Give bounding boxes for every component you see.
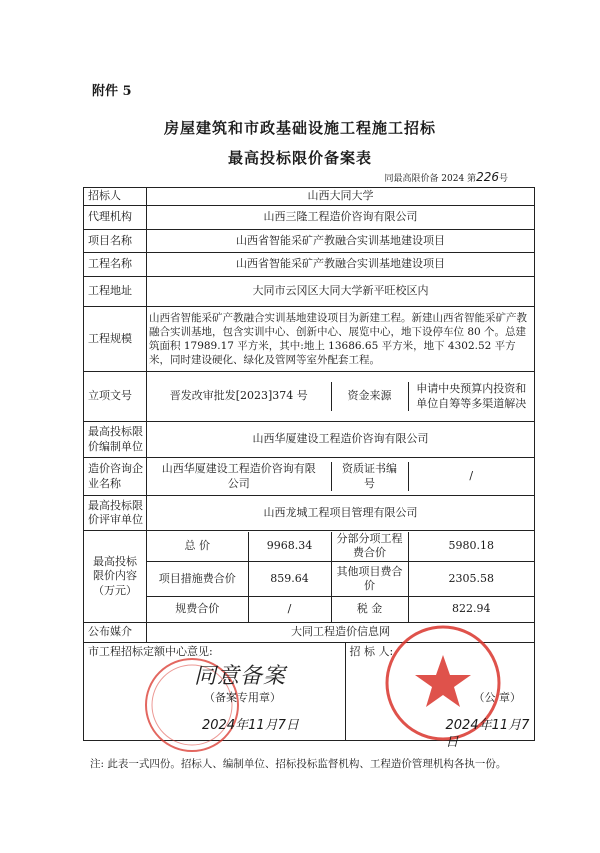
fee-value: / — [248, 597, 331, 622]
row-scale — [84, 307, 535, 372]
row-project-name — [84, 230, 535, 253]
approval-value: 晋发改审批发[2023]374 号 — [147, 382, 331, 411]
media-label: 公布媒介 — [84, 623, 147, 643]
tenderer-label: 招标人 — [84, 188, 147, 206]
row-engineering-name — [84, 253, 535, 277]
reviewer-value: 山西龙城工程项目管理有限公司 — [147, 496, 535, 531]
file-number — [384, 170, 508, 184]
file-number-handwritten: 226 — [476, 170, 499, 184]
row-agency — [84, 206, 535, 230]
tenderer-sign-label: 招 标 人: — [349, 645, 394, 658]
approval-label: 立项文号 — [84, 372, 147, 422]
row-signature — [84, 643, 535, 741]
fee-label: 规费合价 — [147, 597, 248, 622]
document-title: 房屋建筑和市政基础设施工程施工招标 — [163, 119, 436, 137]
approval-opinion-cell — [84, 643, 345, 740]
total-value: 9968.34 — [248, 532, 331, 562]
agency-label: 代理机构 — [84, 206, 147, 230]
measure-value: 859.64 — [248, 562, 331, 597]
file-number-prefix: 同最高限价备 2024 第 — [384, 174, 477, 184]
reviewer-label: 最高投标限价评审单位 — [84, 496, 147, 531]
official-seal-note: （公 章） — [473, 691, 521, 704]
row-tenderer — [84, 188, 535, 206]
fund-label: 资金来源 — [331, 382, 408, 411]
consult-value: 山西华厦建设工程造价咨询有限公司 — [147, 462, 331, 491]
scale-value: 山西省智能采矿产教融合实训基地建设项目为新建工程。新建山西省智能采矿产教融合实训基地，包含实训中心、创新中心、展览中心，地下设停车位 80 个。总建筑面积 17989.17 平方米，其中:地上 13686.65 平方米，地下 4302.52 平方米，同时建设硬化、绿化及管网等室外配套工程。 — [147, 307, 535, 372]
filing-seal-note: （备案专用章） — [204, 691, 281, 704]
sub-label: 分部分项工程费合价 — [331, 532, 408, 562]
project-name-value: 山西省智能采矿产教融合实训基地建设项目 — [147, 230, 535, 253]
other-value: 2305.58 — [408, 562, 534, 597]
row-consult — [84, 458, 535, 496]
row-reviewer — [84, 496, 535, 531]
consult-label: 造价咨询企业名称 — [84, 458, 147, 496]
handwritten-approval: 同意备案 — [194, 664, 287, 689]
cert-label: 资质证书编号 — [331, 462, 408, 491]
scale-label: 工程规模 — [84, 307, 147, 372]
tax-value: 822.94 — [408, 597, 534, 622]
footnote: 注: 此表一式四份。招标人、编制单位、招标投标监督机构、工程造价管理机构各执一份。 — [90, 758, 507, 770]
row-content — [84, 531, 535, 623]
tenderer-value: 山西大同大学 — [147, 188, 535, 206]
total-label: 总 价 — [147, 532, 248, 562]
media-value: 大同工程造价信息网 — [147, 623, 535, 643]
row-address — [84, 277, 535, 307]
cert-value: / — [408, 462, 534, 491]
record-table — [83, 187, 535, 750]
engineering-name-label: 工程名称 — [84, 253, 147, 277]
agency-value: 山西三隆工程造价咨询有限公司 — [147, 206, 535, 230]
other-label: 其他项目费合价 — [331, 562, 408, 597]
file-number-suffix: 号 — [498, 174, 508, 184]
project-name-label: 项目名称 — [84, 230, 147, 253]
tenderer-sign-cell — [345, 643, 534, 750]
approval-date: 2024年11月7日 — [202, 718, 299, 733]
compiler-label: 最高投标限价编制单位 — [84, 422, 147, 458]
tax-label: 税 金 — [331, 597, 408, 622]
measure-label: 项目措施费合价 — [147, 562, 248, 597]
engineering-name-value: 山西省智能采矿产教融合实训基地建设项目 — [147, 253, 535, 277]
fund-value: 申请中央预算内投资和单位自筹等多渠道解决 — [408, 382, 534, 411]
approval-opinion-label: 市工程招标定额中心意见: — [88, 645, 213, 658]
address-value: 大同市云冈区大同大学新平旺校区内 — [147, 277, 535, 307]
content-label: 最高投标限价内容（万元） — [84, 531, 147, 623]
compiler-value: 山西华厦建设工程造价咨询有限公司 — [147, 422, 535, 458]
row-approval — [84, 372, 535, 422]
tenderer-sign-date: 2024年11月7日 — [445, 718, 530, 750]
row-compiler — [84, 422, 535, 458]
attachment-label: 附件 5 — [92, 84, 132, 99]
document-subtitle: 最高投标限价备案表 — [227, 149, 372, 167]
sub-value: 5980.18 — [408, 532, 534, 562]
address-label: 工程地址 — [84, 277, 147, 307]
